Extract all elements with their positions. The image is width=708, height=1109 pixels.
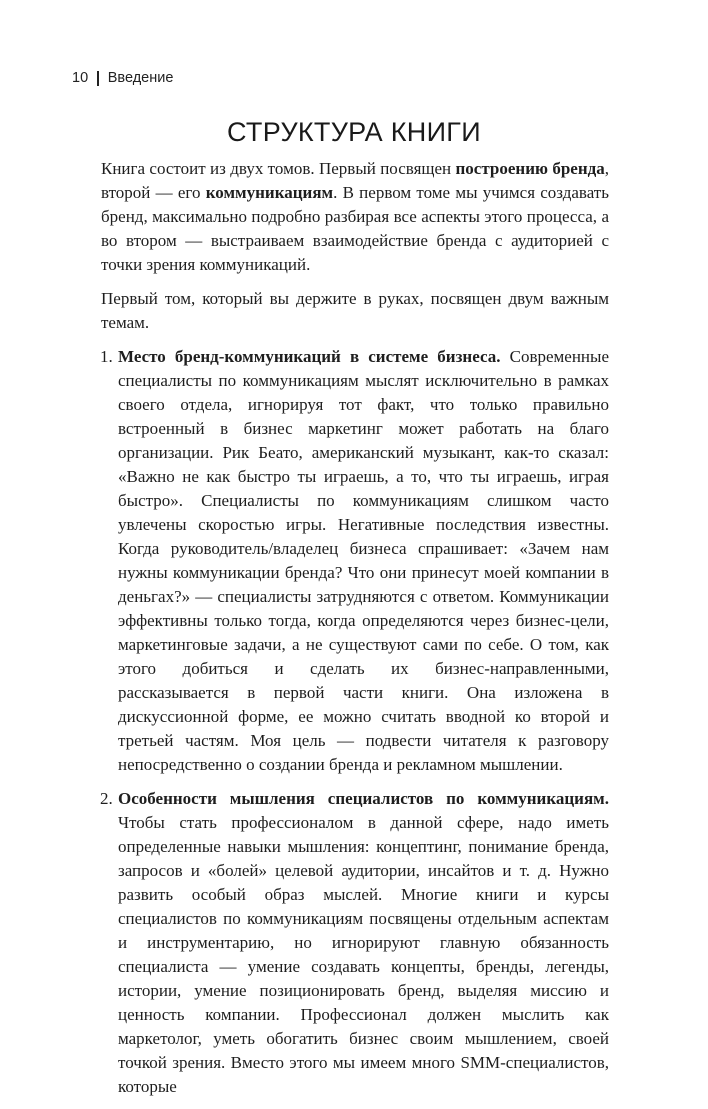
text-run: , второй — его (101, 159, 609, 202)
text-run: . В первом томе мы учимся создавать бренд, максимально подробно разбирая все аспекты этого процесса, а во втором — выстраиваем взаимодействие бренда с аудиторией с точки зрения коммуникаций. (101, 183, 609, 274)
item-text: Чтобы стать профессионалом в данной сфере, надо иметь определенные навыки мышления: концептинг, понимание бренда, запросов и «болей» целевой аудитории, инсайтов и т. д. Нужно развить особый образ мыслей. Многие книги и курсы специалистов по коммуникациям посвящены отдельным аспектам и инструментарию, но игнорируют главную обязанность специалиста — умение создавать концепты, бренды, легенды, истории, умение позиционировать бренд, выделяя миссию и ценность компании. Профессионал должен мыслить как маркетолог, уметь обогатить бизнес своим мышлением, своей точкой зрения. Вместо этого мы имеем много SMM-специалистов, которые (118, 813, 609, 1096)
intro-paragraph-1 (101, 157, 609, 277)
list-item (101, 345, 609, 777)
item-heading: Особенности мышления специалистов по коммуникациям. (118, 789, 609, 808)
running-header (72, 70, 173, 86)
item-heading: Место бренд-коммуникаций в системе бизнеса. (118, 347, 501, 366)
header-separator (97, 71, 99, 86)
body-text (101, 157, 609, 1109)
item-number: 2. (100, 789, 113, 808)
emphasis-communications: коммуникациям (205, 183, 334, 202)
list-item (101, 787, 609, 1099)
intro-paragraph-2: Первый том, который вы держите в руках, посвящен двум важным темам. (101, 289, 609, 332)
section-name: Введение (107, 70, 174, 86)
item-text: Современные специалисты по коммуникациям мыслят исключительно в рамках своего отдела, игнорируя тот факт, что только правильно встроенный в бизнес маркетинг может работать на благо организации. Рик Беато, американский музыкант, как-то сказал: «Важно не как быстро ты играешь, а то, что ты играешь, играя быстро». Специалисты по коммуникациям слишком часто увлечены скоростью игры. Негативные последствия известны. Когда руководитель/владелец бизнеса спрашивает: «Зачем нам нужны коммуникации бренда? Что они принесут моей компании в деньгах?» — специалисты затрудняются с ответом. Коммуникации эффективны только тогда, когда определяются через бизнес-цели, маркетинговые задачи, а не существуют сами по себе. О том, как этого добиться и сделать их бизнес-направленными, рассказывается в первой части книги. Она изложена в дискуссионной форме, ее можно считать вводной ко второй и третьей частям. Моя цель — подвести читателя к разговору непосредственно о создании бренда и рекламном мышлении. (118, 347, 609, 774)
emphasis-brand-building: построению бренда (455, 159, 605, 178)
chapter-title: СТРУКТУРА КНИГИ (227, 117, 481, 147)
page-number: 10 (72, 70, 89, 86)
text-run: Книга состоит из двух томов. Первый посвящен (101, 159, 456, 178)
topics-list (101, 345, 609, 1099)
item-number: 1. (100, 347, 113, 366)
